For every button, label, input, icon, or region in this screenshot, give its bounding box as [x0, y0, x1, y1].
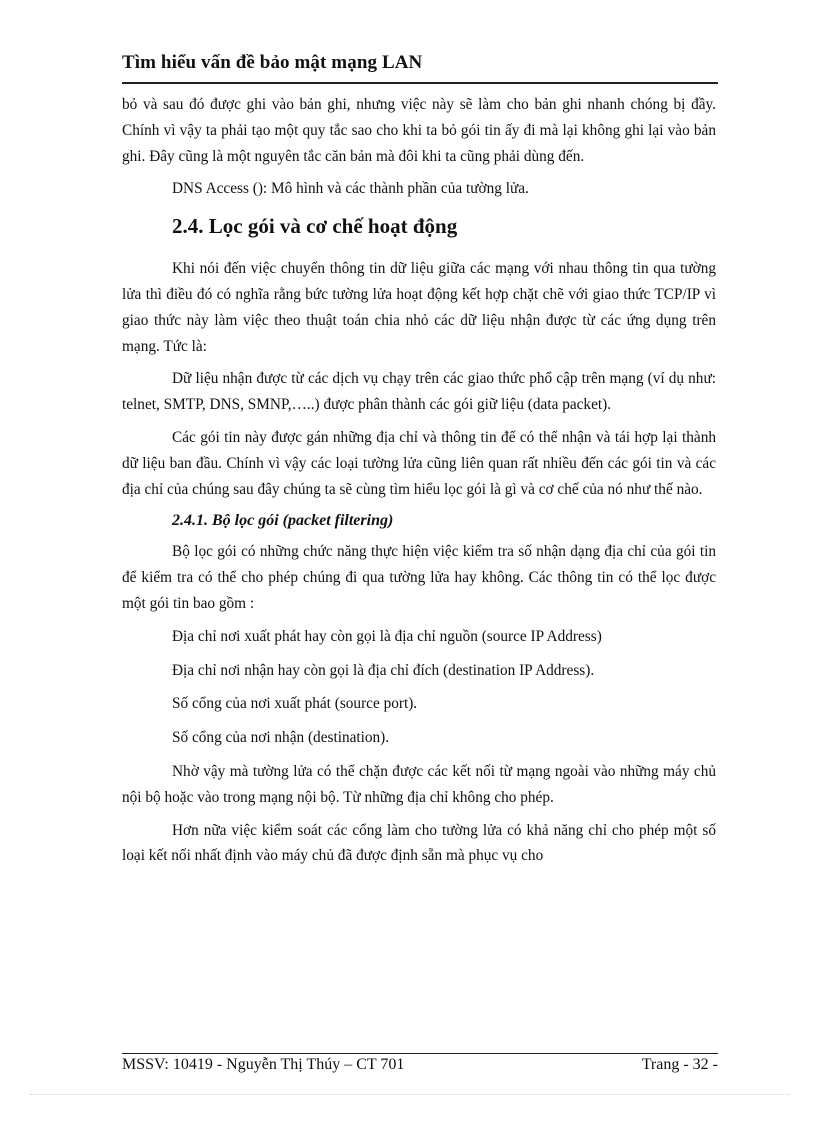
footer-page-number: Trang - 32 - — [641, 1056, 718, 1073]
list-item: Địa chỉ nơi nhận hay còn gọi là địa chỉ đích (destination IP Address). — [172, 661, 595, 679]
page-footer — [122, 1056, 718, 1074]
header-divider — [122, 82, 718, 84]
section-heading-2-4: 2.4. Lọc gói và cơ chế hoạt động — [172, 214, 458, 239]
list-item: Địa chỉ nơi xuất phát hay còn gọi là địa chỉ nguồn (source IP Address) — [172, 627, 602, 645]
list-item: Số cổng của nơi nhận (destination). — [172, 729, 390, 747]
paragraph-packet-filter: Bộ lọc gói có những chức năng thực hiện việc kiểm tra số nhận dạng địa chỉ của gói tin để kiểm tra có thể cho phép chúng đi qua tường lửa hay không. Các thông tin có thể lọc được một gói tin bao gồm : — [122, 543, 716, 612]
subsection-heading-2-4-1: 2.4.1. Bộ lọc gói (packet filtering) — [172, 512, 394, 530]
paragraph-dns-access: DNS Access (): Mô hình và các thành phần của tường lửa. — [172, 180, 529, 198]
footer-divider — [122, 1053, 718, 1054]
paragraph-ports: Hơn nữa việc kiểm soát các cổng làm cho tường lửa có khả năng chỉ cho phép một số loại kết nối nhất định vào máy chủ đã được định sẵn mà phục vụ cho — [122, 821, 716, 865]
page-header-title: Tìm hiểu vấn đề bảo mật mạng LAN — [122, 52, 423, 73]
page-body — [122, 92, 716, 876]
page-bottom-edge — [30, 1094, 790, 1095]
paragraph-blocking: Nhờ vậy mà tường lửa có thể chặn được các kết nối từ mạng ngoài vào những máy chủ nội bộ hoặc vào trong mạng nội bộ. Từ những địa chỉ không cho phép. — [122, 762, 716, 806]
footer-student-info: MSSV: 10419 - Nguyễn Thị Thúy – CT 701 — [122, 1056, 405, 1073]
paragraph-data-packets: Dữ liệu nhận được từ các dịch vụ chạy trên các giao thức phổ cập trên mạng (ví dụ như: telnet, SMTP, DNS, SMNP,…..) được phân thành các gói giữ liệu (data packet). — [122, 370, 716, 414]
paragraph-intro: Khi nói đến việc chuyển thông tin dữ liệu giữa các mạng với nhau thông tin qua tường lửa thì điều đó có nghĩa rằng bức tường lửa hoạt động kết hợp chặt chẽ với giao thức TCP/IP vì giao thức này làm việc theo thuật toán chia nhỏ các dữ liệu nhận được từ các ứng dụng trên mạng. Tức là: — [122, 260, 716, 355]
paragraph-continued: bỏ và sau đó được ghi vào bản ghi, nhưng việc này sẽ làm cho bản ghi nhanh chóng bị đầy. Chính vì vậy ta phải tạo một quy tắc sao cho khi ta bỏ gói tin ấy đi mà lại không ghi lại vào bản ghi. Đây cũng là một nguyên tắc căn bản mà đôi khi ta cũng phải dùng đến. — [122, 96, 716, 165]
paragraph-addresses: Các gói tin này được gán những địa chỉ và thông tin để có thể nhận và tái hợp lại thành dữ liệu ban đầu. Chính vì vậy các loại tường lửa cũng liên quan rất nhiều đến các gói tin và các địa chỉ của chúng sau đây chúng ta sẽ cùng tìm hiểu lọc gói là gì và cơ chế của nó như thế nào. — [122, 428, 716, 498]
list-item: Số cổng của nơi xuất phát (source port). — [172, 695, 418, 713]
